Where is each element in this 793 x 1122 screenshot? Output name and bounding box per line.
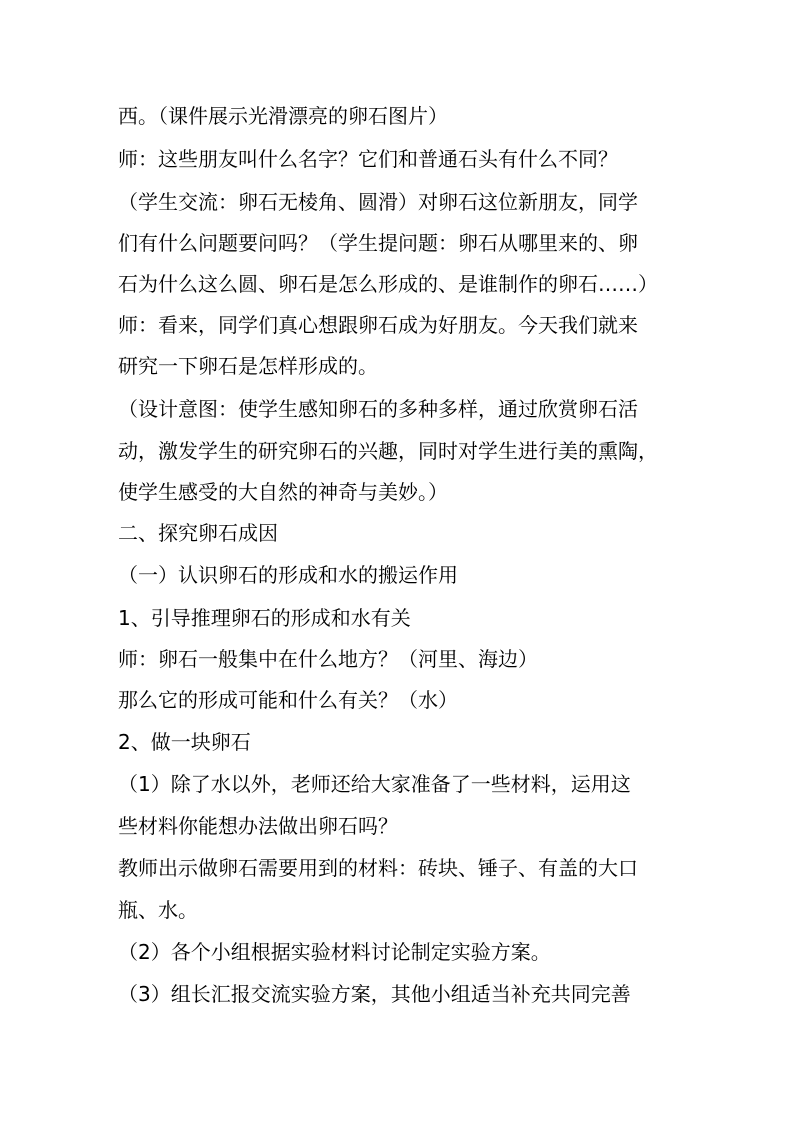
text-line-2: 师：这些朋友叫什么名字？它们和普通石头有什么不同？ — [118, 147, 618, 171]
text-line-7: 研究一下卵石是怎样形成的。 — [118, 354, 378, 378]
text-line-8: （设计意图：使学生感知卵石的多种多样，通过欣赏卵石活 — [118, 397, 638, 421]
text-line-10: 使学生感受的大自然的神奇与美妙。） — [118, 480, 448, 504]
subsection-heading: （一）认识卵石的形成和水的搬运作用 — [118, 563, 458, 587]
text-line-9: 动，激发学生的研究卵石的兴趣，同时对学生进行美的熏陶， — [118, 439, 658, 463]
text-line-5: 石为什么这么圆、卵石是怎么形成的、是谁制作的卵石……） — [118, 272, 658, 296]
text-line-18: 些材料你能想办法做出卵石吗？ — [118, 814, 398, 838]
text-line-21: （2）各个小组根据实验材料讨论制定实验方案。 — [118, 940, 551, 964]
text-line-1: 西。（课件展示光滑漂亮的卵石图片） — [118, 104, 448, 128]
text-line-4: 们有什么问题要问吗？（学生提问题：卵石从哪里来的、卵 — [118, 231, 638, 255]
section-heading: 二、探究卵石成因 — [118, 521, 278, 545]
text-line-15: 那么它的形成可能和什么有关？（水） — [118, 688, 458, 712]
text-line-3: （学生交流：卵石无棱角、圆滑）对卵石这位新朋友，同学 — [118, 190, 638, 214]
text-line-14: 师：卵石一般集中在什么地方？（河里、海边） — [118, 647, 538, 671]
text-line-13: 1、引导推理卵石的形成和水有关 — [118, 606, 411, 630]
text-line-17: （1）除了水以外，老师还给大家准备了一些材料，运用这 — [118, 772, 631, 796]
text-line-22: （3）组长汇报交流实验方案，其他小组适当补充共同完善 — [118, 982, 631, 1006]
text-line-19: 教师出示做卵石需要用到的材料：砖块、锤子、有盖的大口 — [118, 856, 638, 880]
text-line-6: 师：看来，同学们真心想跟卵石成为好朋友。今天我们就来 — [118, 313, 638, 337]
text-line-20: 瓶、水。 — [118, 898, 198, 922]
text-line-16: 2、做一块卵石 — [118, 730, 251, 754]
